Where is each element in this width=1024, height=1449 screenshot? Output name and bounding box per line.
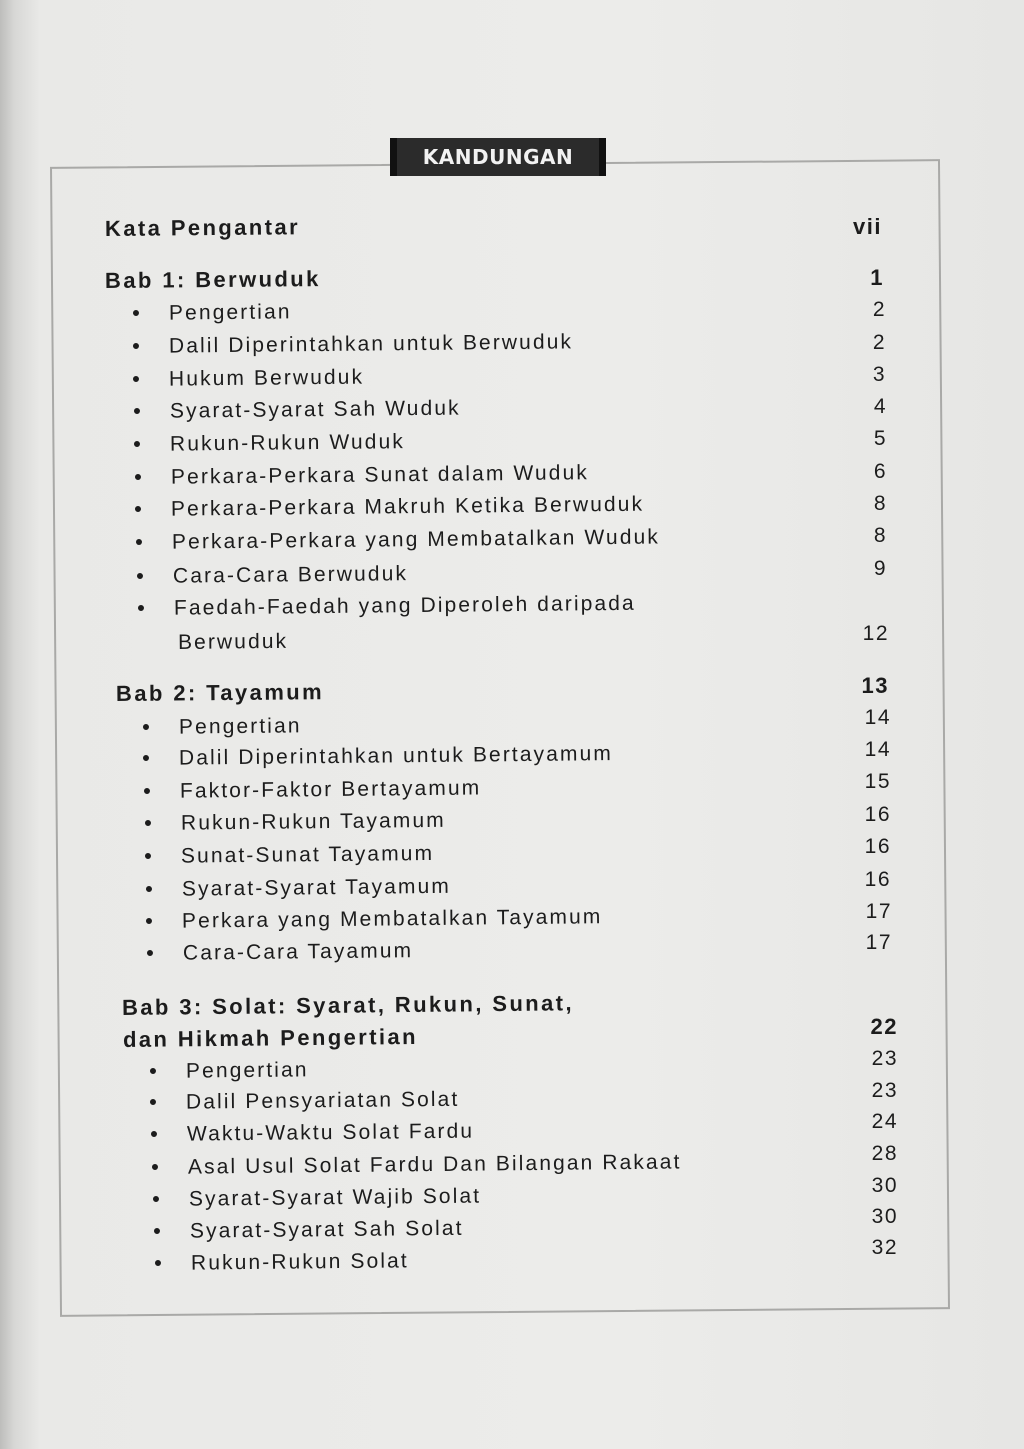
bullet-icon bbox=[134, 441, 140, 447]
toc-item-continued[interactable] bbox=[178, 630, 288, 655]
item-label: Syarat-Syarat Sah Wuduk bbox=[169, 396, 461, 423]
item-label: Syarat-Syarat Tayamum bbox=[181, 874, 452, 901]
bullet-icon bbox=[144, 788, 150, 794]
toc-item[interactable] bbox=[137, 562, 408, 589]
bullet-icon bbox=[143, 755, 149, 761]
bullet-icon bbox=[145, 853, 151, 859]
bullet-icon bbox=[146, 918, 152, 924]
item-label: Cara-Cara Tayamum bbox=[182, 939, 414, 965]
item-label: Syarat-Syarat Wajib Solat bbox=[188, 1184, 482, 1211]
chapter-title: Bab 2: Tayamum bbox=[115, 679, 325, 706]
page-number: 23 bbox=[871, 1047, 898, 1070]
toc-chapter-bab-2[interactable] bbox=[116, 679, 324, 707]
page-number: 30 bbox=[871, 1205, 898, 1228]
toc-item[interactable] bbox=[135, 461, 589, 490]
bullet-icon bbox=[136, 539, 142, 545]
toc-item[interactable] bbox=[152, 1150, 682, 1180]
item-label: Asal Usul Solat Fardu Dan Bilangan Rakaat bbox=[187, 1150, 682, 1179]
bullet-icon bbox=[137, 573, 143, 579]
chapter-title: Bab 3: Solat: Syarat, Rukun, Sunat, bbox=[121, 990, 575, 1020]
page-number: 28 bbox=[871, 1142, 898, 1165]
page-number: 6 bbox=[873, 460, 887, 483]
toc-item[interactable] bbox=[134, 397, 461, 424]
page-number: 8 bbox=[873, 524, 887, 547]
toc-item[interactable] bbox=[155, 1249, 409, 1276]
page-number: 5 bbox=[873, 427, 887, 450]
item-label: Dalil Diperintahkan untuk Bertayamum bbox=[178, 742, 614, 770]
bullet-icon bbox=[155, 1260, 161, 1266]
toc-item[interactable] bbox=[147, 939, 413, 966]
chapter-title: dan Hikmah Pengertian bbox=[122, 1023, 419, 1052]
page-number: 1 bbox=[870, 265, 884, 290]
chapter-title: Bab 1: Berwuduk bbox=[104, 266, 321, 293]
bullet-icon bbox=[150, 1099, 156, 1105]
toc-item[interactable] bbox=[146, 875, 451, 902]
page-number: 14 bbox=[864, 706, 891, 729]
toc-chapter-bab-3[interactable] bbox=[122, 990, 574, 1021]
page-number: 24 bbox=[871, 1110, 898, 1133]
bullet-icon bbox=[147, 950, 153, 956]
toc-item[interactable] bbox=[133, 300, 292, 326]
toc-item[interactable] bbox=[143, 714, 302, 740]
bullet-icon bbox=[143, 724, 149, 730]
bullet-icon bbox=[146, 886, 152, 892]
toc-chapter-kata-pengantar[interactable] bbox=[105, 214, 300, 242]
item-label: Hukum Berwuduk bbox=[168, 365, 365, 391]
bullet-icon bbox=[133, 376, 139, 382]
toc-item[interactable] bbox=[150, 1088, 460, 1115]
page-number: 8 bbox=[873, 492, 887, 515]
page-number: 16 bbox=[864, 803, 891, 826]
item-label: Perkara-Perkara yang Membatalkan Wuduk bbox=[171, 525, 661, 554]
toc-item[interactable] bbox=[153, 1185, 481, 1212]
page-number: 4 bbox=[873, 395, 887, 418]
item-label: Perkara yang Membatalkan Tayamum bbox=[181, 905, 603, 933]
item-label: Pengertian bbox=[168, 300, 292, 325]
item-label: Dalil Diperintahkan untuk Berwuduk bbox=[168, 330, 574, 358]
bullet-icon bbox=[151, 1131, 157, 1137]
item-label: Sunat-Sunat Tayamum bbox=[180, 841, 435, 868]
toc-item[interactable] bbox=[145, 842, 434, 869]
item-label: Waktu-Waktu Solat Fardu bbox=[186, 1119, 475, 1146]
toc-item[interactable] bbox=[133, 366, 364, 392]
bullet-icon bbox=[150, 1068, 156, 1074]
page-number: 2 bbox=[872, 331, 886, 354]
toc-chapter-bab-1[interactable] bbox=[105, 266, 321, 294]
bullet-icon bbox=[138, 605, 144, 611]
page-number: 30 bbox=[871, 1174, 898, 1197]
page-number: 32 bbox=[871, 1236, 898, 1259]
item-label: Faktor-Faktor Bertayamum bbox=[179, 776, 482, 803]
page-number: 16 bbox=[864, 868, 891, 891]
page-number: 13 bbox=[861, 673, 889, 698]
page-number: 23 bbox=[871, 1079, 898, 1102]
item-label: Dalil Pensyariatan Solat bbox=[185, 1087, 460, 1114]
item-label: Cara-Cara Berwuduk bbox=[172, 562, 409, 588]
toc-item[interactable] bbox=[143, 742, 613, 771]
item-label: Pengertian bbox=[178, 714, 302, 739]
bullet-icon bbox=[135, 474, 141, 480]
page-number: 16 bbox=[864, 835, 891, 858]
toc-chapter-bab-3-continued[interactable] bbox=[123, 1024, 418, 1053]
toc-item[interactable] bbox=[145, 809, 446, 836]
toc-item[interactable] bbox=[150, 1058, 309, 1084]
bullet-icon bbox=[152, 1164, 158, 1170]
page-number: 2 bbox=[872, 298, 886, 321]
bullet-icon bbox=[133, 310, 139, 316]
toc-item[interactable] bbox=[134, 430, 405, 457]
toc-item[interactable] bbox=[136, 526, 660, 555]
item-label: Rukun-Rukun Solat bbox=[190, 1249, 409, 1275]
bullet-icon bbox=[145, 820, 151, 826]
bullet-icon bbox=[134, 408, 140, 414]
page-number: vii bbox=[853, 214, 882, 239]
item-label: Syarat-Syarat Sah Solat bbox=[189, 1216, 464, 1243]
page-number: 17 bbox=[865, 931, 892, 954]
item-label: Pengertian bbox=[185, 1058, 309, 1083]
toc-item[interactable] bbox=[133, 330, 573, 359]
bullet-icon bbox=[135, 506, 141, 512]
page-number: 12 bbox=[862, 622, 889, 645]
page-number: 3 bbox=[872, 363, 886, 386]
item-label: Rukun-Rukun Wuduk bbox=[169, 430, 406, 456]
bullet-icon bbox=[154, 1228, 160, 1234]
item-label: Rukun-Rukun Tayamum bbox=[180, 808, 446, 835]
contents-heading: KANDUNGAN bbox=[390, 138, 606, 176]
toc-item[interactable] bbox=[138, 592, 636, 621]
bullet-icon bbox=[153, 1196, 159, 1202]
toc-item[interactable] bbox=[146, 905, 603, 934]
page-number: 15 bbox=[864, 770, 891, 793]
page-number: 17 bbox=[865, 900, 892, 923]
toc-item[interactable] bbox=[135, 493, 644, 522]
toc-item[interactable] bbox=[144, 776, 482, 804]
page-number: 22 bbox=[870, 1014, 898, 1039]
toc-item[interactable] bbox=[151, 1120, 474, 1147]
item-label: Perkara-Perkara Sunat dalam Wuduk bbox=[170, 461, 590, 489]
toc-item[interactable] bbox=[154, 1217, 464, 1244]
chapter-title: Kata Pengantar bbox=[104, 214, 301, 241]
item-label: Perkara-Perkara Makruh Ketika Berwuduk bbox=[170, 492, 645, 521]
item-label: Faedah-Faedah yang Diperoleh daripada bbox=[173, 591, 636, 620]
page-number: 9 bbox=[873, 557, 887, 580]
bullet-icon bbox=[133, 343, 139, 349]
item-label: Berwuduk bbox=[177, 629, 289, 654]
page-number: 14 bbox=[864, 738, 891, 761]
